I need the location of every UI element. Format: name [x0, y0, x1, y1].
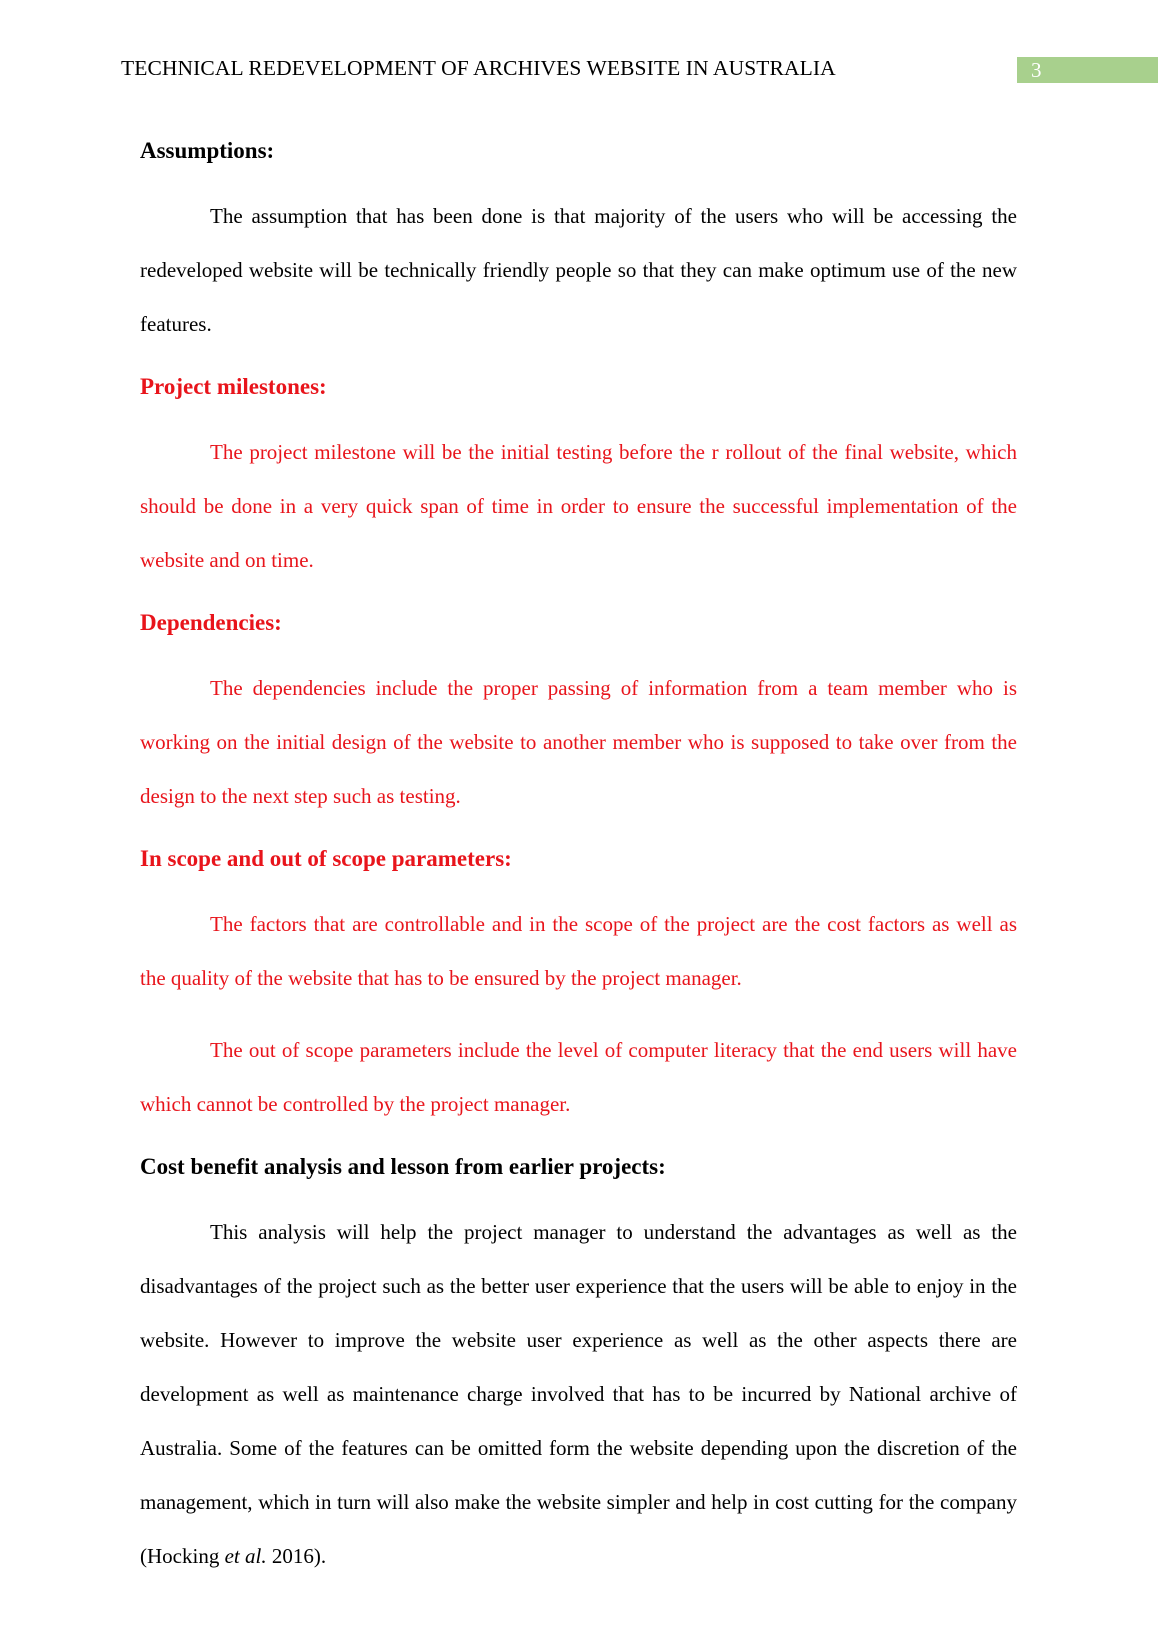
milestones-heading: Project milestones: [140, 374, 327, 399]
cost-benefit-heading: Cost benefit analysis and lesson from earlier projects: [140, 1154, 666, 1179]
cost-benefit-text: This analysis will help the project manager to understand the advantages as well as the disadvantages of the project such as the better user experience that the users will be able to enjoy in the website. However to improve the website user experience as well as the other aspects there are development as well as maintenance charge involved that has to be incurred by National archive of Australia. Some of the features can be omitted form the website depending upon the discretion of the management, which in turn will also make the website simpler and help in cost cutting for the company (Hocking [140, 1220, 1017, 1568]
scope-heading: In scope and out of scope parameters: [140, 846, 512, 871]
assumptions-heading: Assumptions: [140, 138, 275, 163]
milestones-paragraph: The project milestone will be the initial testing before the r rollout of the final website, which should be done in a very quick span of time in order to ensure the successful implementation of the website and on time. [140, 440, 1017, 572]
dependencies-heading: Dependencies: [140, 610, 282, 635]
page-number: 3 [1031, 58, 1042, 82]
document-body [140, 133, 1017, 1601]
citation-et-al: et al. [224, 1544, 267, 1568]
assumptions-paragraph: The assumption that has been done is that majority of the users who will be accessing the redeveloped website will be technically friendly people so that they can make optimum use of the new features. [140, 204, 1017, 336]
page-number-badge [1017, 57, 1158, 83]
dependencies-paragraph: The dependencies include the proper passing of information from a team member who is working on the initial design of the website to another member who is supposed to take over from the design to the next step such as testing. [140, 676, 1017, 808]
in-scope-paragraph: The factors that are controllable and in the scope of the project are the cost factors as well as the quality of the website that has to be ensured by the project manager. [140, 912, 1017, 990]
citation-year: 2016). [266, 1544, 327, 1568]
running-header: TECHNICAL REDEVELOPMENT OF ARCHIVES WEBSITE IN AUSTRALIA [121, 56, 836, 80]
out-of-scope-paragraph: The out of scope parameters include the level of computer literacy that the end users will have which cannot be controlled by the project manager. [140, 1038, 1017, 1116]
cost-benefit-paragraph [140, 1205, 1017, 1583]
